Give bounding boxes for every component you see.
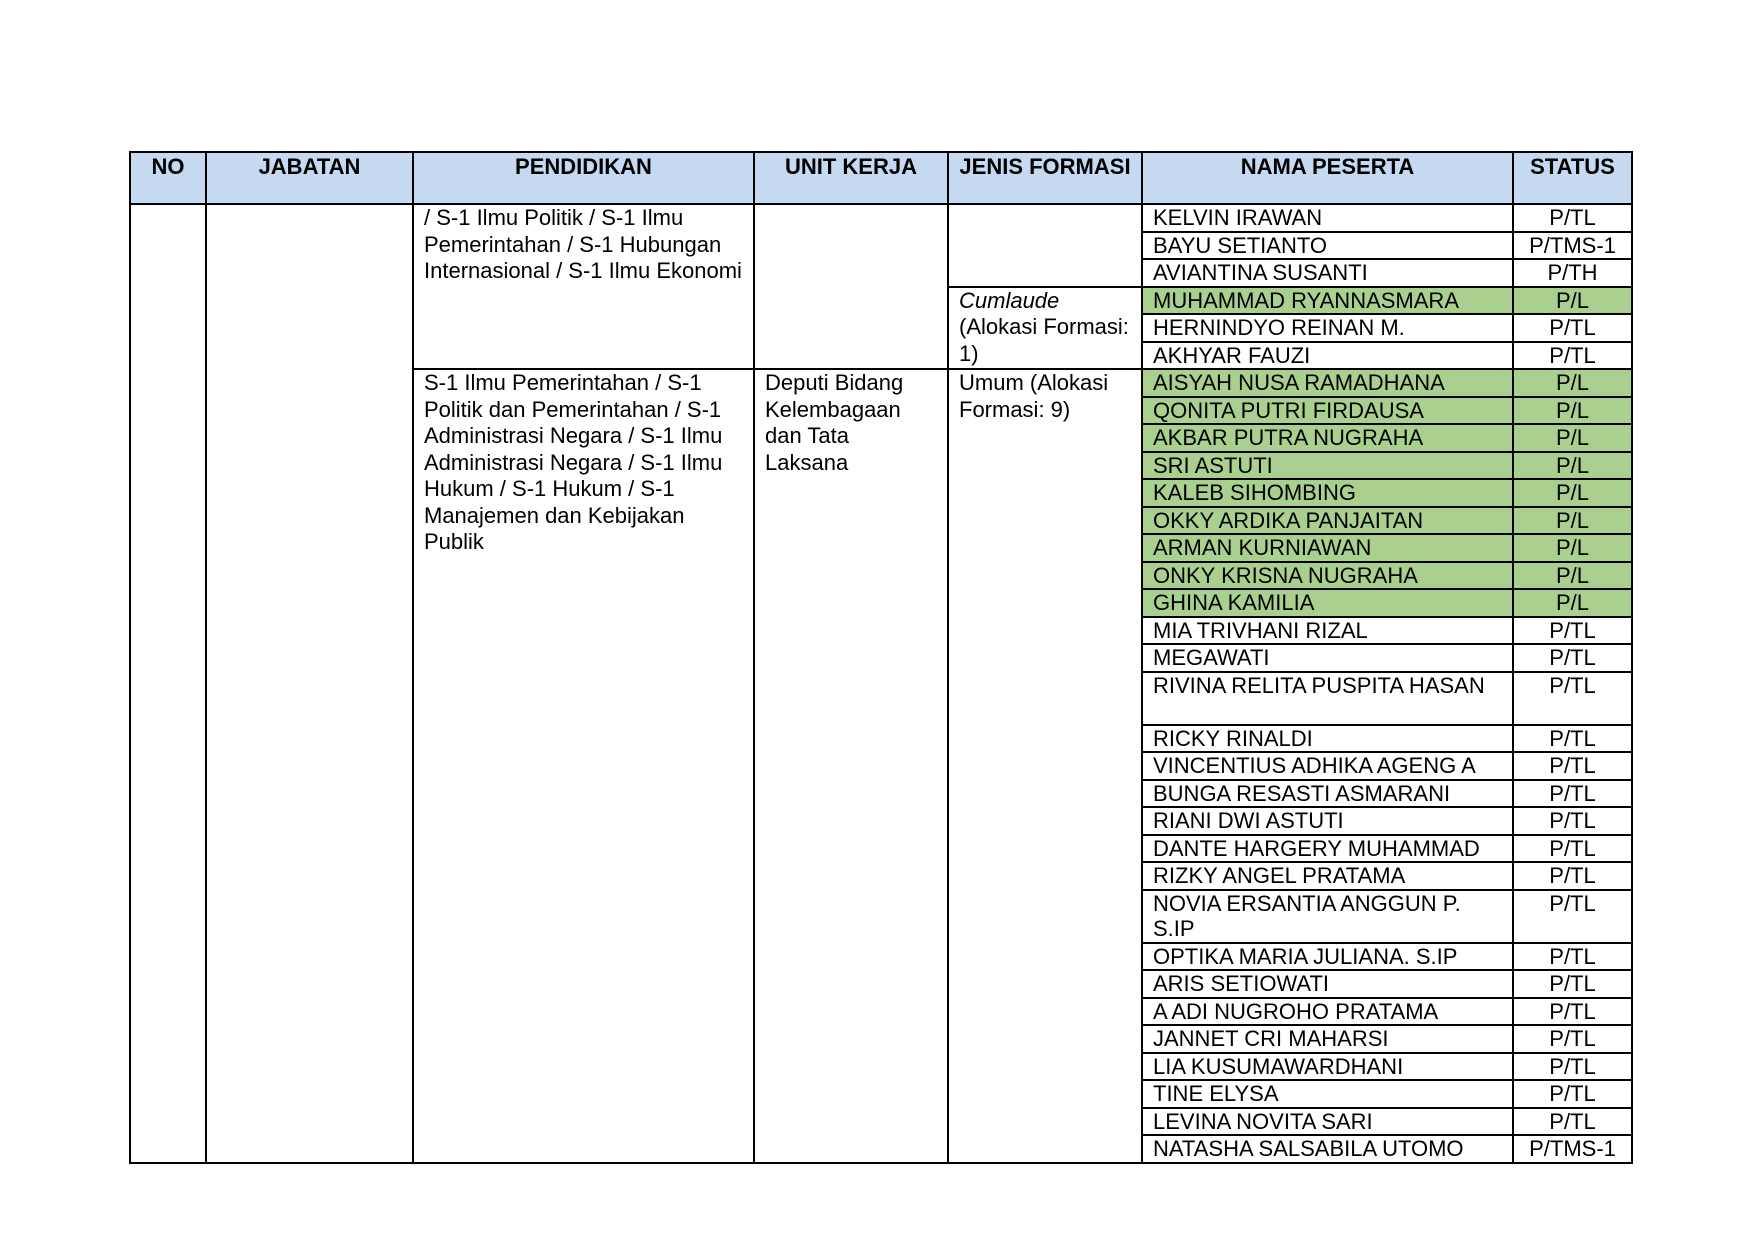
participant-status: P/L: [1513, 589, 1632, 617]
header-jenis-formasi: JENIS FORMASI: [948, 152, 1142, 204]
table-header: [130, 152, 1632, 204]
participant-status: P/L: [1513, 562, 1632, 590]
participant-status: P/TL: [1513, 314, 1632, 342]
table-row: [130, 204, 1632, 232]
jenis-formasi-cell: [948, 204, 1142, 287]
jenis-formasi-cumlaude: [948, 287, 1142, 370]
participant-status: P/TL: [1513, 342, 1632, 370]
participant-name: ARIS SETIOWATI: [1142, 970, 1513, 998]
participant-status: P/TL: [1513, 943, 1632, 971]
participant-status: P/TL: [1513, 807, 1632, 835]
participant-status: P/L: [1513, 507, 1632, 535]
participant-status: P/TL: [1513, 970, 1632, 998]
participant-name: QONITA PUTRI FIRDAUSA: [1142, 397, 1513, 425]
participant-name: AISYAH NUSA RAMADHANA: [1142, 369, 1513, 397]
participant-status: P/L: [1513, 534, 1632, 562]
participant-name: GHINA KAMILIA: [1142, 589, 1513, 617]
participant-status: P/TMS-1: [1513, 232, 1632, 260]
participant-name: LEVINA NOVITA SARI: [1142, 1108, 1513, 1136]
cumlaude-label: Cumlaude: [959, 287, 1060, 313]
participant-name: SRI ASTUTI: [1142, 452, 1513, 480]
header-jabatan: JABATAN: [206, 152, 413, 204]
participant-name: ARMAN KURNIAWAN: [1142, 534, 1513, 562]
participant-status: P/L: [1513, 369, 1632, 397]
participant-name: KELVIN IRAWAN: [1142, 204, 1513, 232]
participant-name: OPTIKA MARIA JULIANA. S.IP: [1142, 943, 1513, 971]
participant-table: [129, 151, 1633, 1164]
table-body: [130, 204, 1632, 1163]
participant-name: JANNET CRI MAHARSI: [1142, 1025, 1513, 1053]
participant-status: P/L: [1513, 479, 1632, 507]
jabatan-cell: [206, 204, 413, 1163]
participant-status: P/TL: [1513, 204, 1632, 232]
participant-status: P/L: [1513, 452, 1632, 480]
unit-kerja-cell: [754, 204, 948, 369]
participant-status: P/TL: [1513, 1025, 1632, 1053]
participant-status: P/TL: [1513, 835, 1632, 863]
participant-status: P/TL: [1513, 1108, 1632, 1136]
cumlaude-note: (Alokasi Formasi: 1): [959, 314, 1129, 366]
participant-status: P/TMS-1: [1513, 1135, 1632, 1163]
participant-name: BUNGA RESASTI ASMARANI: [1142, 780, 1513, 808]
pendidikan-cell: S-1 Ilmu Pemerintahan / S-1 Politik dan Pemerintahan / S-1 Administrasi Negara / S-1 Ilmu Administrasi Negara / S-1 Ilmu Hukum / S-1 Hukum / S-1 Manajemen dan Kebijakan Publik: [413, 369, 754, 1163]
participant-name: MIA TRIVHANI RIZAL: [1142, 617, 1513, 645]
participant-status: P/L: [1513, 397, 1632, 425]
participant-name: VINCENTIUS ADHIKA AGENG A: [1142, 752, 1513, 780]
participant-name: NATASHA SALSABILA UTOMO: [1142, 1135, 1513, 1163]
participant-name: DANTE HARGERY MUHAMMAD: [1142, 835, 1513, 863]
participant-status: P/TL: [1513, 780, 1632, 808]
participant-name: MUHAMMAD RYANNASMARA: [1142, 287, 1513, 315]
participant-name: RIZKY ANGEL PRATAMA: [1142, 862, 1513, 890]
participant-name: LIA KUSUMAWARDHANI: [1142, 1053, 1513, 1081]
header-unit-kerja: UNIT KERJA: [754, 152, 948, 204]
participant-status: P/TH: [1513, 259, 1632, 287]
participant-name: KALEB SIHOMBING: [1142, 479, 1513, 507]
header-pendidikan: PENDIDIKAN: [413, 152, 754, 204]
participant-name: RIANI DWI ASTUTI: [1142, 807, 1513, 835]
participant-status: P/L: [1513, 287, 1632, 315]
header-nama-peserta: NAMA PESERTA: [1142, 152, 1513, 204]
header-no: NO: [130, 152, 206, 204]
no-cell: [130, 204, 206, 1163]
participant-name: A ADI NUGROHO PRATAMA: [1142, 998, 1513, 1026]
participant-status: P/TL: [1513, 725, 1632, 753]
participant-status: P/TL: [1513, 890, 1632, 943]
participant-name: OKKY ARDIKA PANJAITAN: [1142, 507, 1513, 535]
participant-name: ONKY KRISNA NUGRAHA: [1142, 562, 1513, 590]
participant-name: BAYU SETIANTO: [1142, 232, 1513, 260]
participant-status: P/TL: [1513, 1053, 1632, 1081]
participant-status: P/TL: [1513, 644, 1632, 672]
participant-name: NOVIA ERSANTIA ANGGUN P. S.IP: [1142, 890, 1513, 943]
participant-name: RICKY RINALDI: [1142, 725, 1513, 753]
participant-name: AVIANTINA SUSANTI: [1142, 259, 1513, 287]
participant-name: AKHYAR FAUZI: [1142, 342, 1513, 370]
jenis-formasi-cell: Umum (Alokasi Formasi: 9): [948, 369, 1142, 1163]
unit-kerja-cell: Deputi Bidang Kelembagaan dan Tata Laksana: [754, 369, 948, 1163]
participant-name: MEGAWATI: [1142, 644, 1513, 672]
participant-name: TINE ELYSA: [1142, 1080, 1513, 1108]
participant-status: P/TL: [1513, 862, 1632, 890]
participant-name: AKBAR PUTRA NUGRAHA: [1142, 424, 1513, 452]
participant-name: RIVINA RELITA PUSPITA HASAN: [1142, 672, 1513, 725]
participant-status: P/TL: [1513, 998, 1632, 1026]
pendidikan-cell: / S-1 Ilmu Politik / S-1 Ilmu Pemerintahan / S-1 Hubungan Internasional / S-1 Ilmu Ekonomi: [413, 204, 754, 369]
participant-status: P/TL: [1513, 617, 1632, 645]
participant-status: P/TL: [1513, 672, 1632, 725]
participant-status: P/TL: [1513, 1080, 1632, 1108]
header-status: STATUS: [1513, 152, 1632, 204]
participant-status: P/L: [1513, 424, 1632, 452]
participant-name: HERNINDYO REINAN M.: [1142, 314, 1513, 342]
participant-status: P/TL: [1513, 752, 1632, 780]
